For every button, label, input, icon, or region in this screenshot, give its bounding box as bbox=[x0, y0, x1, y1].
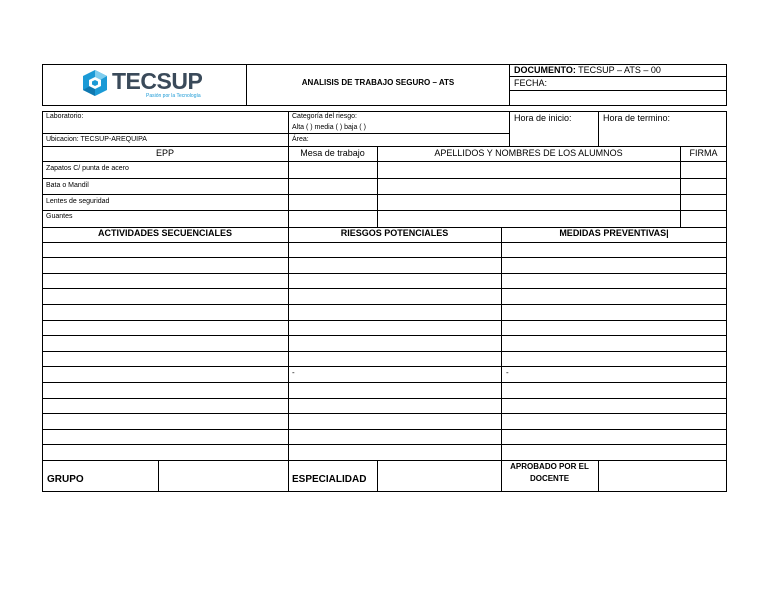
logo-brand: TECSUP bbox=[112, 68, 203, 94]
document-title: ANALISIS DE TRABAJO SEGURO – ATS bbox=[301, 78, 455, 87]
medidas-header: MEDIDAS PREVENTIVAS| bbox=[559, 228, 669, 238]
epp-header: EPP bbox=[155, 148, 174, 158]
documento-code: DOCUMENTO: TECSUP – ATS – 00 bbox=[514, 65, 661, 75]
alumnos-header: APELLIDOS Y NOMBRES DE LOS ALUMNOS bbox=[434, 148, 623, 158]
main-form-box bbox=[42, 111, 727, 492]
epp-item: Zapatos C/ punta de acero bbox=[46, 165, 129, 172]
logo-tagline: Pasión por la Tecnología bbox=[146, 93, 201, 99]
grupo-field[interactable] bbox=[160, 462, 286, 490]
mesa-header: Mesa de trabajo bbox=[300, 148, 365, 158]
tecsup-logo-icon bbox=[80, 69, 110, 97]
aprobado-signature-field[interactable] bbox=[600, 462, 725, 490]
epp-item: Guantes bbox=[46, 213, 73, 220]
categoria-label: Categoría del riesgo: bbox=[292, 113, 357, 120]
epp-item: Bata o Mandil bbox=[46, 182, 89, 189]
ubicacion-label: Ubicacion: TECSUP-AREQUIPA bbox=[46, 136, 147, 143]
categoria-options: Alta ( ) media ( ) baja ( ) bbox=[292, 124, 366, 131]
actividades-header: ACTIVIDADES SECUENCIALES bbox=[97, 228, 232, 238]
epp-item: Lentes de seguridad bbox=[46, 198, 110, 205]
aprobado-label-line1: APROBADO POR EL bbox=[510, 462, 589, 471]
firma-header: FIRMA bbox=[689, 148, 718, 158]
hora-termino-label: Hora de termino: bbox=[603, 113, 671, 123]
fecha-field[interactable] bbox=[511, 91, 725, 104]
riesgos-header: RIESGOS POTENCIALES bbox=[340, 228, 449, 238]
aprobado-label-line2: DOCENTE bbox=[529, 474, 570, 483]
riesgo-mark: - bbox=[292, 368, 295, 377]
laboratorio-label: Laboratorio: bbox=[46, 113, 84, 120]
especialidad-label: ESPECIALIDAD bbox=[292, 474, 367, 485]
hora-inicio-label: Hora de inicio: bbox=[514, 113, 572, 123]
especialidad-field[interactable] bbox=[379, 462, 499, 490]
fecha-label: FECHA: bbox=[514, 78, 548, 88]
area-label: Área: bbox=[292, 136, 309, 143]
grupo-label: GRUPO bbox=[47, 474, 84, 485]
medida-mark: - bbox=[506, 368, 509, 377]
